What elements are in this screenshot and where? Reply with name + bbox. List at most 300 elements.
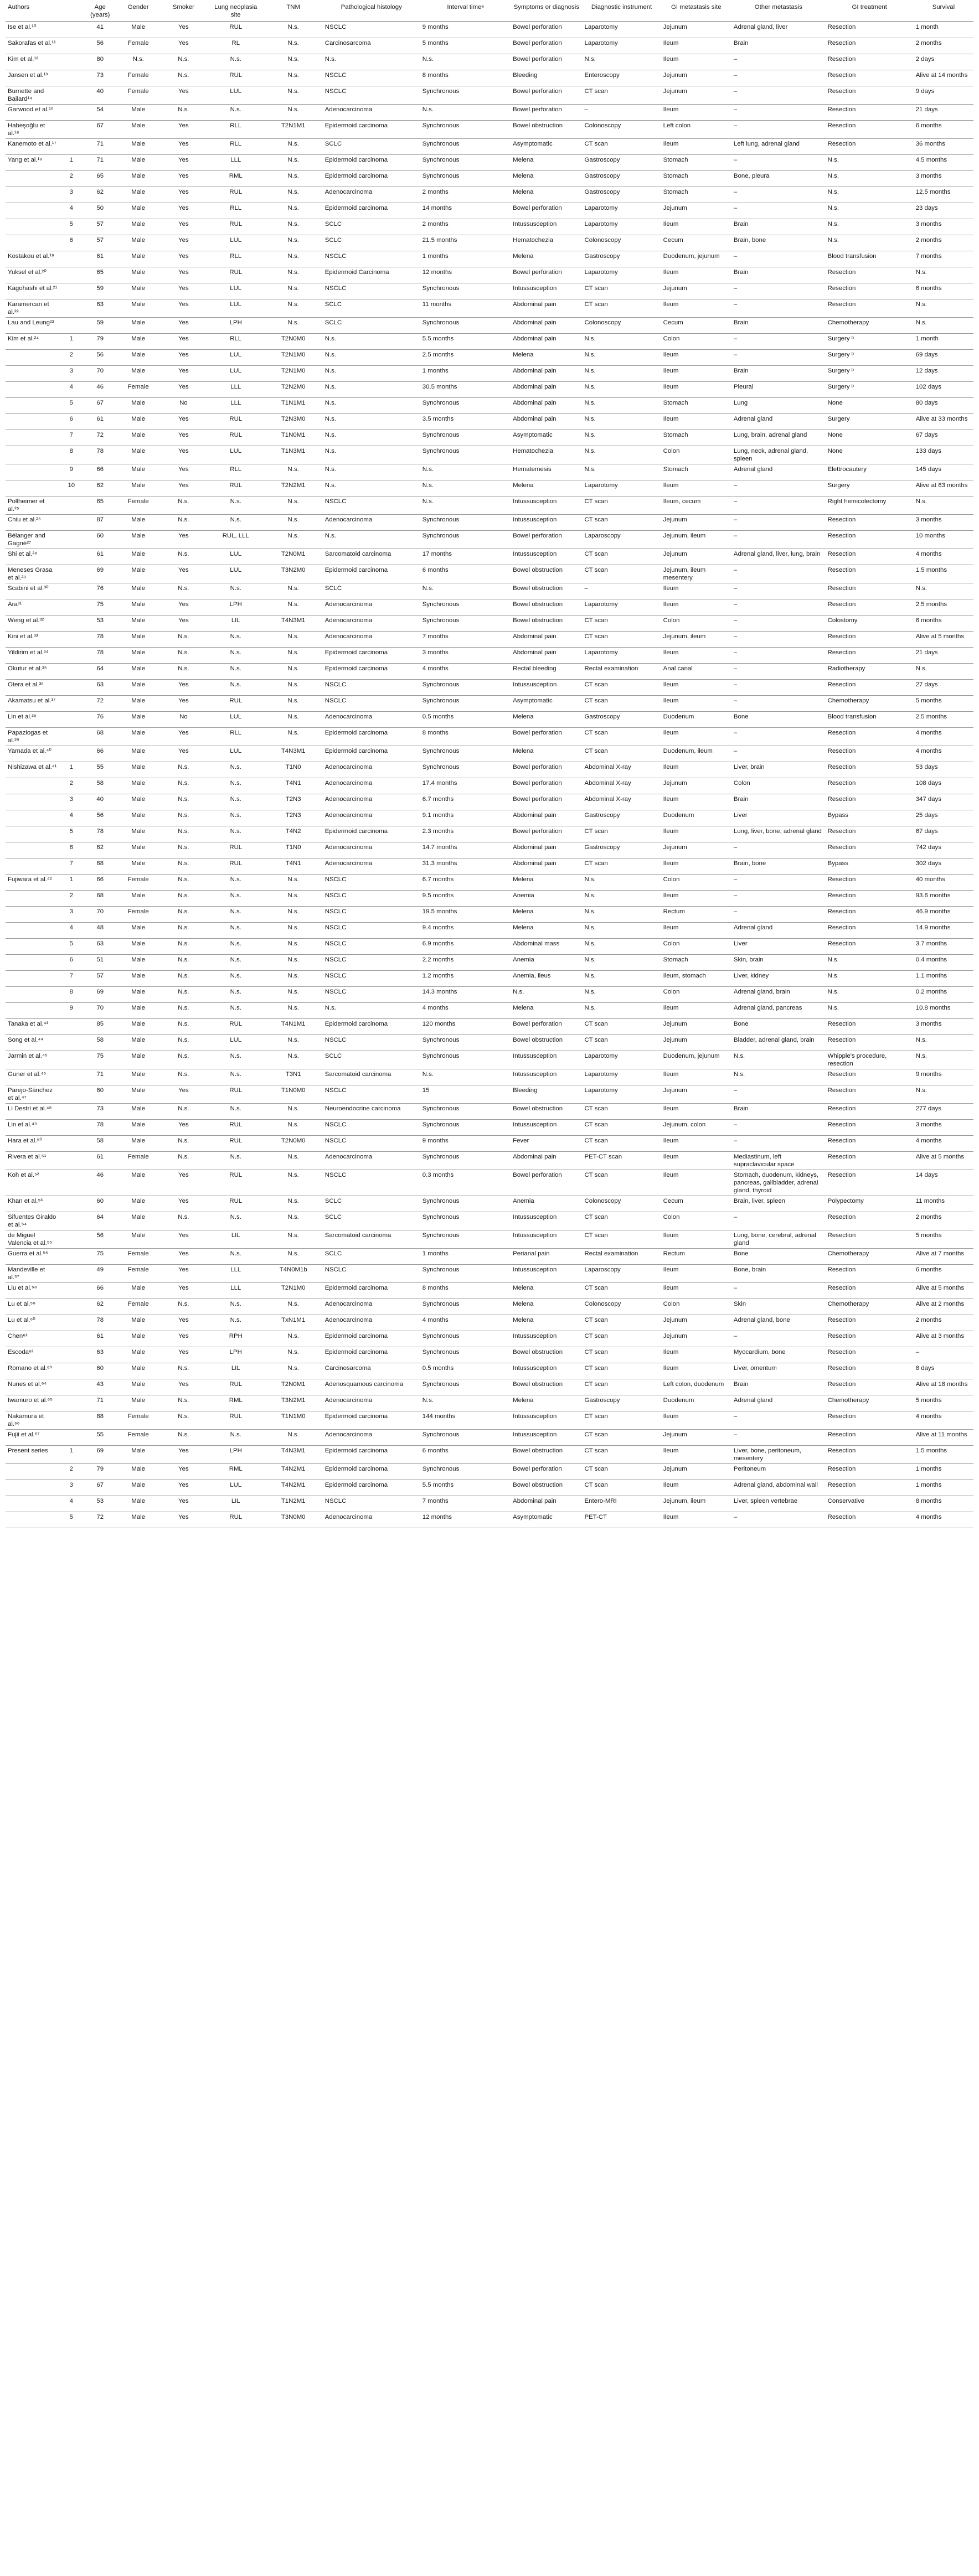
cell-diagnostic-instrument: CT scan [583, 1464, 661, 1480]
cell-age: 76 [83, 583, 117, 599]
cell-case-number: 9 [60, 464, 83, 480]
cell-gi-site: Jejunum [661, 1019, 731, 1035]
cell-other-metastasis: Brain, liver, spleen [731, 1196, 826, 1212]
cell-interval-time: N.s. [420, 583, 511, 599]
cell-survival: 8 months [914, 1496, 973, 1512]
cell-other-metastasis: Adrenal gland [731, 1395, 826, 1411]
cell-case-number [60, 1212, 83, 1230]
cell-gi-treatment: N.s. [826, 203, 914, 219]
cell-symptoms: Melena [511, 875, 582, 891]
cell-age: 61 [83, 1331, 117, 1347]
cell-symptoms: Bowel perforation [511, 728, 582, 746]
table-row [6, 480, 973, 496]
cell-smoker: Yes [159, 599, 208, 615]
cell-interval-time: 9.5 months [420, 891, 511, 907]
cell-diagnostic-instrument: N.s. [583, 382, 661, 398]
table-row [6, 203, 973, 219]
cell-survival: 69 days [914, 350, 973, 366]
cell-gi-treatment: N.s. [826, 971, 914, 987]
cell-gi-treatment: N.s. [826, 1003, 914, 1019]
cell-age: 48 [83, 923, 117, 939]
cell-gi-site: Ileum [661, 728, 731, 746]
cell-survival: Alive at 14 months [914, 70, 973, 86]
cell-gi-treatment: Chemotherapy [826, 1299, 914, 1315]
cell-tnm: N.s. [264, 299, 323, 318]
cell-case-number: 8 [60, 446, 83, 464]
cell-diagnostic-instrument: N.s. [583, 891, 661, 907]
cell-gender: Male [117, 531, 159, 549]
cell-survival: N.s. [914, 1035, 973, 1051]
cell-diagnostic-instrument: – [583, 105, 661, 121]
cell-lung-site: N.s. [208, 891, 264, 907]
cell-survival: 67 days [914, 430, 973, 446]
table-row [6, 350, 973, 366]
table-row [6, 54, 973, 70]
cell-case-number: 2 [60, 1464, 83, 1480]
cell-survival: 10 months [914, 531, 973, 549]
cell-gender: Male [117, 1446, 159, 1464]
cell-interval-time: N.s. [420, 496, 511, 515]
cell-gi-treatment: Chemotherapy [826, 696, 914, 712]
cell-histology: Carcinosarcoma [323, 1363, 420, 1379]
cell-smoker: Yes [159, 1446, 208, 1464]
cell-author [6, 219, 60, 235]
cell-symptoms: Melena [511, 1283, 582, 1299]
cell-diagnostic-instrument: CT scan [583, 1019, 661, 1035]
cell-gender: Male [117, 778, 159, 794]
cell-smoker: Yes [159, 299, 208, 318]
cell-smoker: Yes [159, 1512, 208, 1528]
cell-interval-time: 1 months [420, 1249, 511, 1265]
cell-author: Rivera et al.⁵¹ [6, 1152, 60, 1170]
cell-interval-time: N.s. [420, 1069, 511, 1085]
cell-lung-site: N.s. [208, 583, 264, 599]
cell-age: 55 [83, 1430, 117, 1446]
cell-interval-time: 3 months [420, 648, 511, 664]
table-row [6, 746, 973, 762]
cell-histology: Adenocarcinoma [323, 599, 420, 615]
cell-other-metastasis: – [731, 1283, 826, 1299]
cell-smoker: N.s. [159, 1104, 208, 1120]
cell-case-number: 4 [60, 203, 83, 219]
cell-survival: Alive at 63 months [914, 480, 973, 496]
cell-survival: 4.5 months [914, 155, 973, 171]
cell-author [6, 987, 60, 1003]
cell-lung-site: N.s. [208, 648, 264, 664]
table-row [6, 1496, 973, 1512]
cell-case-number: 8 [60, 987, 83, 1003]
cell-symptoms: Bowel perforation [511, 1170, 582, 1196]
cell-other-metastasis: Adrenal gland [731, 414, 826, 430]
cell-gi-site: Rectum [661, 1249, 731, 1265]
cell-survival: Alive at 7 months [914, 1249, 973, 1265]
cell-interval-time: 6 months [420, 1446, 511, 1464]
cell-histology: NSCLC [323, 923, 420, 939]
cell-tnm: N.s. [264, 599, 323, 615]
cell-gender: Male [117, 1315, 159, 1331]
cell-smoker: Yes [159, 1196, 208, 1212]
cell-other-metastasis: Bone [731, 712, 826, 728]
cell-gi-treatment: Chemotherapy [826, 1249, 914, 1265]
cell-gi-treatment: Resection [826, 728, 914, 746]
cell-age: 59 [83, 283, 117, 299]
cell-symptoms: Bowel perforation [511, 531, 582, 549]
cell-age: 58 [83, 778, 117, 794]
cell-diagnostic-instrument: Colonoscopy [583, 1299, 661, 1315]
cell-histology: Epidermoid carcinoma [323, 1019, 420, 1035]
cell-age: 70 [83, 366, 117, 382]
cell-smoker: Yes [159, 1315, 208, 1331]
cell-gi-site: Ileum [661, 762, 731, 778]
cell-lung-site: N.s. [208, 1249, 264, 1265]
cell-case-number [60, 1315, 83, 1331]
cell-gi-site: Ileum [661, 1265, 731, 1283]
table-row [6, 842, 973, 858]
cell-interval-time: 4 months [420, 1315, 511, 1331]
cell-lung-site: LUL [208, 86, 264, 105]
cell-other-metastasis: Brain [731, 267, 826, 283]
cell-other-metastasis: Brain [731, 366, 826, 382]
cell-lung-site: LIL [208, 1230, 264, 1249]
table-row [6, 1003, 973, 1019]
table-row [6, 1363, 973, 1379]
cell-author: Chen⁶¹ [6, 1331, 60, 1347]
cell-survival: 80 days [914, 398, 973, 414]
table-row [6, 1480, 973, 1496]
cell-lung-site: N.s. [208, 875, 264, 891]
cell-lung-site: N.s. [208, 810, 264, 826]
table-row [6, 664, 973, 680]
cell-age: 66 [83, 746, 117, 762]
cell-interval-time: 9.4 months [420, 923, 511, 939]
cell-survival: 9 days [914, 86, 973, 105]
cell-interval-time: 1.2 months [420, 971, 511, 987]
cell-gi-treatment: Elettrocautery [826, 464, 914, 480]
cell-smoker: Yes [159, 350, 208, 366]
cell-lung-site: LUL [208, 446, 264, 464]
cell-author: Yildirim et al.³⁴ [6, 648, 60, 664]
cell-other-metastasis: Liver, omentum [731, 1363, 826, 1379]
cell-smoker: Yes [159, 139, 208, 155]
cell-case-number [60, 1085, 83, 1104]
cell-gi-treatment: Resection [826, 1363, 914, 1379]
cell-histology: Carcinosarcoma [323, 38, 420, 54]
cell-tnm: N.s. [264, 712, 323, 728]
cell-author: Shi et al.²⁸ [6, 549, 60, 565]
cell-interval-time: 0.3 months [420, 1170, 511, 1196]
cell-survival: 2.5 months [914, 712, 973, 728]
cell-lung-site: RUL [208, 430, 264, 446]
cell-tnm: T4N2M1 [264, 1464, 323, 1480]
cell-smoker: Yes [159, 1085, 208, 1104]
cell-smoker: Yes [159, 382, 208, 398]
cell-tnm: TxN1M1 [264, 1315, 323, 1331]
header-case-number [60, 0, 83, 22]
table-row [6, 1120, 973, 1136]
cell-gi-site: Ileum [661, 1003, 731, 1019]
cell-gi-treatment: Resection [826, 1085, 914, 1104]
cell-case-number [60, 632, 83, 648]
cell-tnm: T4N1 [264, 778, 323, 794]
cell-symptoms: Bowel obstruction [511, 1480, 582, 1496]
cell-diagnostic-instrument: N.s. [583, 334, 661, 350]
cell-interval-time: Synchronous [420, 1379, 511, 1395]
cell-other-metastasis: – [731, 648, 826, 664]
cell-interval-time: Synchronous [420, 1230, 511, 1249]
table-row [6, 549, 973, 565]
cell-symptoms: Bowel perforation [511, 22, 582, 38]
cell-other-metastasis: Lung, bone, cerebral, adrenal gland [731, 1230, 826, 1249]
cell-gender: Male [117, 1363, 159, 1379]
cell-author: Papaziogas et al.³⁹ [6, 728, 60, 746]
cell-gender: Male [117, 187, 159, 203]
cell-lung-site: N.s. [208, 632, 264, 648]
cell-histology: Epidermoid carcinoma [323, 1283, 420, 1299]
table-row [6, 1212, 973, 1230]
cell-age: 73 [83, 1104, 117, 1120]
cell-diagnostic-instrument: N.s. [583, 414, 661, 430]
cell-diagnostic-instrument: N.s. [583, 430, 661, 446]
table-row [6, 615, 973, 632]
cell-author: Kim et al.¹² [6, 54, 60, 70]
cell-age: 75 [83, 1051, 117, 1069]
cell-case-number [60, 728, 83, 746]
cell-gi-treatment: Resection [826, 1104, 914, 1120]
cell-diagnostic-instrument: CT scan [583, 1104, 661, 1120]
cell-age: 68 [83, 891, 117, 907]
cell-gender: Male [117, 549, 159, 565]
cell-diagnostic-instrument: CT scan [583, 728, 661, 746]
cell-survival: Alive at 11 months [914, 1430, 973, 1446]
cell-survival: N.s. [914, 267, 973, 283]
cell-author [6, 235, 60, 251]
cell-gi-site: Ileum [661, 299, 731, 318]
cell-other-metastasis: Bladder, adrenal gland, brain [731, 1035, 826, 1051]
table-row [6, 1331, 973, 1347]
cell-age: 71 [83, 155, 117, 171]
cell-gender: Male [117, 1230, 159, 1249]
cell-symptoms: Anemia [511, 1196, 582, 1212]
cell-lung-site: N.s. [208, 1430, 264, 1446]
cell-lung-site: N.s. [208, 826, 264, 842]
cell-diagnostic-instrument: N.s. [583, 464, 661, 480]
cell-author: Lu et al.⁵⁹ [6, 1299, 60, 1315]
cell-tnm: N.s. [264, 70, 323, 86]
cell-symptoms: Bleeding [511, 70, 582, 86]
cell-gi-treatment: Resection [826, 299, 914, 318]
cell-tnm: T1N3M1 [264, 446, 323, 464]
cell-histology: Epidermoid carcinoma [323, 1464, 420, 1480]
cell-author [6, 203, 60, 219]
cell-histology: SCLC [323, 1051, 420, 1069]
cell-smoker: N.s. [159, 971, 208, 987]
cell-lung-site: RUL [208, 1120, 264, 1136]
cell-gender: Female [117, 38, 159, 54]
cell-interval-time: Synchronous [420, 1212, 511, 1230]
cell-lung-site: LUL [208, 299, 264, 318]
cell-age: 62 [83, 187, 117, 203]
cell-author: Escoda⁶² [6, 1347, 60, 1363]
cell-lung-site: N.s. [208, 1104, 264, 1120]
cell-other-metastasis: – [731, 531, 826, 549]
cell-case-number [60, 251, 83, 267]
cell-case-number: 4 [60, 923, 83, 939]
header-symptoms: Symptoms or diagnosis [511, 0, 582, 22]
cell-survival: 4 months [914, 1512, 973, 1528]
cell-other-metastasis: – [731, 1085, 826, 1104]
cell-symptoms: Intussusception [511, 1212, 582, 1230]
table-row [6, 680, 973, 696]
cell-age: 65 [83, 267, 117, 283]
cell-case-number [60, 86, 83, 105]
cell-interval-time: 5.5 months [420, 1480, 511, 1496]
cell-other-metastasis: – [731, 155, 826, 171]
cell-tnm: T3N1 [264, 1069, 323, 1085]
cell-case-number: 6 [60, 842, 83, 858]
cell-diagnostic-instrument: CT scan [583, 632, 661, 648]
cell-other-metastasis: – [731, 1411, 826, 1430]
cell-smoker: N.s. [159, 826, 208, 842]
cell-author: de Miguel Valencia et al.⁵⁵ [6, 1230, 60, 1249]
cell-histology: Adenocarcinoma [323, 105, 420, 121]
cell-histology: Epidermoid carcinoma [323, 728, 420, 746]
cell-histology: NSCLC [323, 939, 420, 955]
cell-gi-site: Stomach [661, 464, 731, 480]
cell-interval-time: N.s. [420, 1395, 511, 1411]
cell-histology: NSCLC [323, 1120, 420, 1136]
cell-author: Nunes et al.⁶⁴ [6, 1379, 60, 1395]
cell-smoker: N.s. [159, 778, 208, 794]
cell-age: 60 [83, 1196, 117, 1212]
cell-symptoms: Intussusception [511, 515, 582, 531]
cell-smoker: N.s. [159, 810, 208, 826]
cell-gender: Male [117, 1347, 159, 1363]
cell-gender: Male [117, 599, 159, 615]
cell-survival: 4 months [914, 728, 973, 746]
cell-case-number [60, 70, 83, 86]
cell-symptoms: Intussusception [511, 1430, 582, 1446]
table-row [6, 987, 973, 1003]
cell-symptoms: Abdominal pain [511, 334, 582, 350]
cell-case-number: 3 [60, 907, 83, 923]
cell-other-metastasis: Skin [731, 1299, 826, 1315]
cell-gender: Male [117, 22, 159, 38]
cell-gender: Male [117, 515, 159, 531]
cell-tnm: T1N1M1 [264, 398, 323, 414]
cell-other-metastasis: Liver [731, 939, 826, 955]
cell-gi-treatment: Resection [826, 680, 914, 696]
cell-author: Romano et al.⁶³ [6, 1363, 60, 1379]
table-row [6, 1152, 973, 1170]
cell-survival: 6 months [914, 615, 973, 632]
cell-interval-time: Synchronous [420, 1120, 511, 1136]
table-row [6, 1196, 973, 1212]
cell-gi-site: Duodenum, ileum [661, 746, 731, 762]
cell-interval-time: Synchronous [420, 1051, 511, 1069]
cell-author [6, 971, 60, 987]
cell-gi-treatment: Resection [826, 1019, 914, 1035]
cell-symptoms: Intussusception [511, 1411, 582, 1430]
cell-tnm: N.s. [264, 171, 323, 187]
cell-case-number: 5 [60, 939, 83, 955]
cell-gi-site: Stomach [661, 155, 731, 171]
cell-interval-time: 12 months [420, 267, 511, 283]
cell-gi-site: Jejunum [661, 842, 731, 858]
cell-gi-treatment: Resection [826, 1283, 914, 1299]
table-row [6, 1265, 973, 1283]
cell-author [6, 480, 60, 496]
cell-age: 53 [83, 1496, 117, 1512]
cell-author: Nishizawa et al.⁴¹ [6, 762, 60, 778]
cell-smoker: Yes [159, 86, 208, 105]
cell-smoker: N.s. [159, 987, 208, 1003]
cell-lung-site: RUL, LLL [208, 531, 264, 549]
cell-other-metastasis: Bone [731, 1019, 826, 1035]
cell-smoker: Yes [159, 1480, 208, 1496]
cell-survival: 12 days [914, 366, 973, 382]
cell-lung-site: RUL [208, 1085, 264, 1104]
cell-gi-treatment: Blood transfusion [826, 251, 914, 267]
cell-diagnostic-instrument: CT scan [583, 1230, 661, 1249]
table-row [6, 599, 973, 615]
cell-case-number: 4 [60, 382, 83, 398]
cell-smoker: N.s. [159, 1363, 208, 1379]
cell-histology: N.s. [323, 382, 420, 398]
cell-histology: NSCLC [323, 1136, 420, 1152]
header-diagnostic-instrument: Diagnostic instrument [583, 0, 661, 22]
cell-gi-treatment: Resection [826, 1136, 914, 1152]
cell-smoker: N.s. [159, 549, 208, 565]
cell-interval-time: 8 months [420, 728, 511, 746]
cell-gender: Female [117, 907, 159, 923]
cell-case-number [60, 1104, 83, 1120]
cell-diagnostic-instrument: PET-CT scan [583, 1152, 661, 1170]
cell-histology: N.s. [323, 446, 420, 464]
cell-histology: Adenocarcinoma [323, 1512, 420, 1528]
cell-diagnostic-instrument: Colonoscopy [583, 1196, 661, 1212]
cell-gender: Male [117, 728, 159, 746]
cell-lung-site: N.s. [208, 1212, 264, 1230]
cell-age: 49 [83, 1265, 117, 1283]
cell-survival: N.s. [914, 299, 973, 318]
cell-age: 40 [83, 794, 117, 810]
cell-author: Liu et al.⁵⁸ [6, 1283, 60, 1299]
cell-gi-treatment: Resection [826, 1331, 914, 1347]
cell-interval-time: 2.2 months [420, 955, 511, 971]
cell-gi-treatment: Resection [826, 267, 914, 283]
cell-lung-site: LUL [208, 712, 264, 728]
cell-gi-treatment: Resection [826, 549, 914, 565]
cell-interval-time: Synchronous [420, 1035, 511, 1051]
cell-age: 41 [83, 22, 117, 38]
cell-symptoms: Bowel obstruction [511, 1379, 582, 1395]
cell-symptoms: Intussusception [511, 1230, 582, 1249]
cell-tnm: T4N3M1 [264, 615, 323, 632]
cell-gi-treatment: Resection [826, 939, 914, 955]
cell-gi-treatment: N.s. [826, 235, 914, 251]
cell-interval-time: Synchronous [420, 446, 511, 464]
cell-gi-site: Cecum [661, 318, 731, 334]
cell-smoker: Yes [159, 171, 208, 187]
cell-gi-treatment: Polypectomy [826, 1196, 914, 1212]
cell-other-metastasis: Adrenal gland, abdominal wall [731, 1480, 826, 1496]
cell-histology: N.s. [323, 54, 420, 70]
cell-interval-time: Synchronous [420, 1331, 511, 1347]
cell-author: Pollheimer et al.²⁵ [6, 496, 60, 515]
cell-lung-site: RUL [208, 1136, 264, 1152]
cell-gender: Male [117, 1120, 159, 1136]
cell-survival: 12.5 months [914, 187, 973, 203]
